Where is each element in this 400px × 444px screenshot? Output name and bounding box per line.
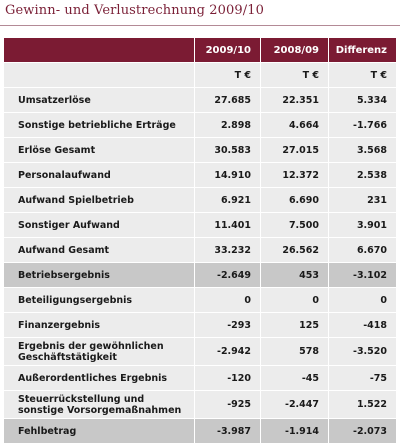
value-cell: -2.649 — [195, 263, 261, 288]
value-cell: -418 — [329, 313, 397, 338]
value-cell: -2.942 — [195, 338, 261, 366]
value-cell: 27.685 — [195, 88, 261, 113]
table-row — [4, 313, 397, 338]
unit-cell: T € — [329, 63, 397, 88]
value-cell: 231 — [329, 188, 397, 213]
value-cell: 4.664 — [261, 113, 329, 138]
value-cell: 30.583 — [195, 138, 261, 163]
value-cell: -3.520 — [329, 338, 397, 366]
row-label — [4, 338, 195, 366]
table-row — [4, 338, 397, 366]
row-label: Umsatzerlöse — [4, 88, 195, 113]
value-cell: 7.500 — [261, 213, 329, 238]
header-col-differenz: Differenz — [329, 38, 397, 63]
value-cell: 12.372 — [261, 163, 329, 188]
table-header-row — [4, 38, 397, 63]
row-label: Aufwand Spielbetrieb — [4, 188, 195, 213]
value-cell: -120 — [195, 366, 261, 391]
value-cell: 578 — [261, 338, 329, 366]
value-cell: 125 — [261, 313, 329, 338]
row-label: Beteiligungsergebnis — [4, 288, 195, 313]
table-row — [4, 188, 397, 213]
table-row — [4, 163, 397, 188]
value-cell: 2.538 — [329, 163, 397, 188]
table-row-highlight — [4, 263, 397, 288]
unit-row-label — [4, 63, 195, 88]
value-cell: 453 — [261, 263, 329, 288]
value-cell: 2.898 — [195, 113, 261, 138]
value-cell: 3.901 — [329, 213, 397, 238]
value-cell: 0 — [329, 288, 397, 313]
value-cell: -45 — [261, 366, 329, 391]
table-row — [4, 88, 397, 113]
row-label: Sonstige betriebliche Erträge — [4, 113, 195, 138]
value-cell: 14.910 — [195, 163, 261, 188]
table-row — [4, 213, 397, 238]
table-row — [4, 366, 397, 391]
value-cell: 3.568 — [329, 138, 397, 163]
value-cell: 33.232 — [195, 238, 261, 263]
table-row — [4, 113, 397, 138]
value-cell: -1.766 — [329, 113, 397, 138]
header-col-2008-09: 2008/09 — [261, 38, 329, 63]
row-label: Sonstiger Aufwand — [4, 213, 195, 238]
row-label-line: Geschäftstätigkeit — [18, 351, 117, 363]
value-cell: 5.334 — [329, 88, 397, 113]
unit-cell: T € — [261, 63, 329, 88]
value-cell: 27.015 — [261, 138, 329, 163]
row-label-line: Steuerrückstellung und — [18, 393, 145, 405]
table-row — [4, 238, 397, 263]
value-cell: 6.690 — [261, 188, 329, 213]
value-cell: 22.351 — [261, 88, 329, 113]
value-cell: -75 — [329, 366, 397, 391]
value-cell: -1.914 — [261, 419, 329, 444]
value-cell: 26.562 — [261, 238, 329, 263]
value-cell: 0 — [261, 288, 329, 313]
table-row — [4, 391, 397, 419]
value-cell: -2.447 — [261, 391, 329, 419]
value-cell: -293 — [195, 313, 261, 338]
value-cell: 11.401 — [195, 213, 261, 238]
unit-cell: T € — [195, 63, 261, 88]
unit-row — [4, 63, 397, 88]
value-cell: -2.073 — [329, 419, 397, 444]
row-label — [4, 391, 195, 419]
income-statement-table — [3, 37, 397, 444]
value-cell: -925 — [195, 391, 261, 419]
value-cell: 6.921 — [195, 188, 261, 213]
row-label: Finanzergebnis — [4, 313, 195, 338]
row-label-line: sonstige Vorsorgemaßnahmen — [18, 404, 182, 416]
header-col-2009-10: 2009/10 — [195, 38, 261, 63]
row-label: Fehlbetrag — [4, 419, 195, 444]
value-cell: 1.522 — [329, 391, 397, 419]
row-label: Erlöse Gesamt — [4, 138, 195, 163]
value-cell: 0 — [195, 288, 261, 313]
row-label: Betriebsergebnis — [4, 263, 195, 288]
value-cell: -3.987 — [195, 419, 261, 444]
value-cell: 6.670 — [329, 238, 397, 263]
table-row — [4, 288, 397, 313]
header-blank-cell — [4, 38, 195, 63]
row-label: Außerordentliches Ergebnis — [4, 366, 195, 391]
row-label: Personalaufwand — [4, 163, 195, 188]
page-title: Gewinn- und Verlustrechnung 2009/10 — [5, 3, 264, 18]
row-label-line: Ergebnis der gewöhnlichen — [18, 340, 164, 352]
value-cell: -3.102 — [329, 263, 397, 288]
row-label: Aufwand Gesamt — [4, 238, 195, 263]
title-divider — [0, 25, 400, 26]
table-row — [4, 138, 397, 163]
